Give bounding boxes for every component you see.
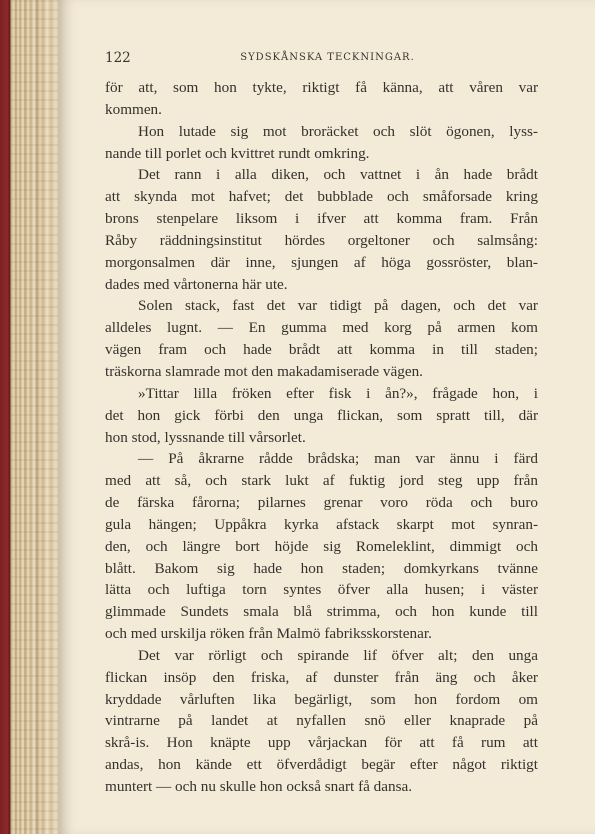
text-line: den, och längre bort höjde sig Romeleklint, dimmigt och [105, 537, 538, 555]
text-line: vägen fram och hade brådt att komma in till staden; [105, 341, 538, 359]
text-line: med att så, och stark lukt af fuktig jord steg upp från [105, 472, 538, 490]
text-line: gula hängen; Uppåkra kyrka afstack skarpt mot synran- [105, 515, 538, 533]
running-title: SYDSKÅNSKA TECKNINGAR. [240, 52, 415, 63]
text-line: flickan insöp den friska, af dunster från äng och åker [105, 668, 538, 686]
text-line: dades med vårtonerna här ute. [105, 275, 288, 293]
text-line: skrå-is. Hon knäpte upp vårjackan för att få rum att [105, 734, 538, 752]
text-line: alldeles lugnt. — En gumma med korg på armen kom [105, 319, 538, 337]
text-line: Det rann i alla diken, och vattnet i ån hade brådt [138, 166, 538, 184]
text-line: och med urskilja röken från Malmö fabriksskorstenar. [105, 625, 432, 643]
text-line: de färska fårorna; pilarnes grenar voro röda och buro [105, 494, 538, 512]
page-number: 122 [105, 50, 131, 66]
text-line: kryddade vårluften lika begärligt, som hon fordom om [105, 690, 538, 708]
body-text [105, 77, 538, 798]
text-line: Råby räddningsinstitut hördes orgeltoner och salmsång: [105, 231, 538, 249]
text-line: vintrarne på landet at nyfallen snö eller knaprade på [105, 712, 538, 730]
text-line: Solen stack, fast det var tidigt på dagen, och det var [138, 297, 538, 315]
text-line: Hon lutade sig mot broräcket och slöt ögonen, lyss- [138, 122, 538, 140]
text-line: andas, hon kände ett öfverdådigt begär efter något riktigt [105, 756, 538, 774]
text-line: träskorna slamrade mot den makadamiserade vägen. [105, 362, 423, 380]
text-line: Det var rörligt och spirande lif öfver alt; den unga [138, 646, 538, 664]
text-line: nande till porlet och kvittret rundt omkring. [105, 144, 370, 162]
text-line: hon stod, lyssnande till vårsorlet. [105, 428, 306, 446]
text-line: brons stenpelare liksom i ifver att komma fram. Från [105, 210, 538, 228]
text-line: för att, som hon tykte, riktigt få känna, att våren var [105, 79, 538, 96]
text-line: det hon gick förbi den unga flickan, som spratt till, där [105, 406, 538, 424]
text-line: »Tittar lilla fröken efter fisk i ån?», frågade hon, i [138, 384, 538, 402]
page-header [105, 50, 538, 70]
text-line: lätta och luftiga torn syntes öfver alla husen; i väster [105, 581, 538, 599]
text-line: att skynda mot hafvet; det bubblade och småforsade kring [105, 188, 538, 206]
text-line: morgonsalmen där inne, sjungen af höga gossröster, blan- [105, 253, 538, 271]
text-line: kommen. [105, 100, 162, 118]
text-line: blått. Bakom sig hade hon staden; domkyrkans tvänne [105, 559, 538, 577]
book-spine-edge [0, 0, 58, 834]
text-line: muntert — och nu skulle hon också snart få dansa. [105, 778, 413, 795]
text-line: glimmade Sundets smala blå strimma, och hon kunde till [105, 603, 538, 621]
text-line: — På åkrarne rådde brådska; man var ännu i färd [138, 450, 538, 468]
